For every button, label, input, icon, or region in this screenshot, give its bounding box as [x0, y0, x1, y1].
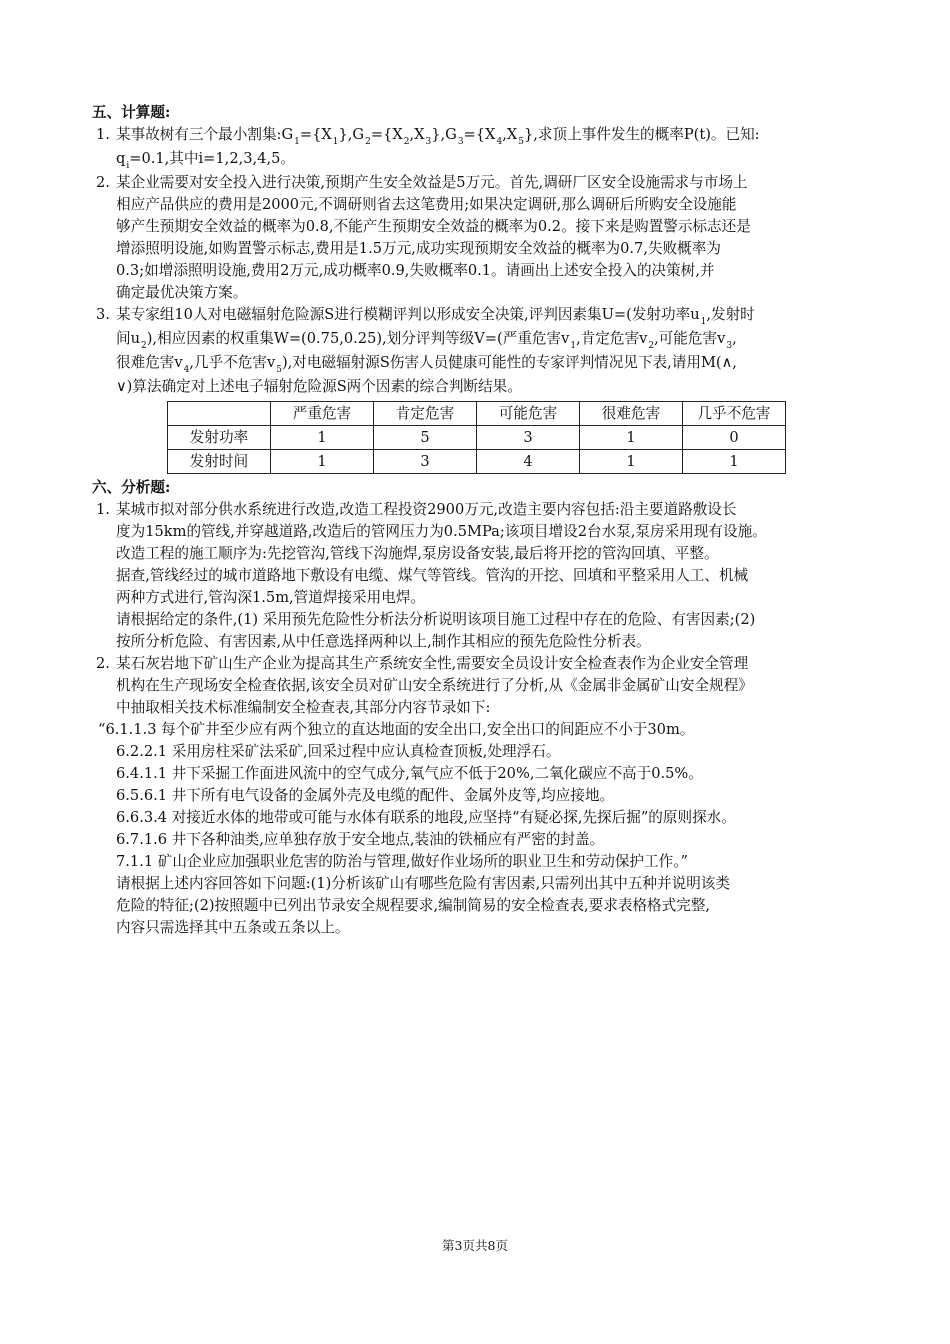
question-line: 机构在生产现场安全检查依据,该安全员对矿山安全系统进行了分析,从《金属非金属矿山安全规程》	[116, 677, 753, 694]
question-line: ∨)算法确定对上述电子辐射危险源S两个因素的综合判断结果。	[116, 378, 522, 395]
question-line: 很难危害$v_4$,几乎不危害$v_5$),对电磁辐射源S伤害人员健康可能性的专家评判情况见下表,请用M(∧,	[116, 354, 737, 375]
question-number: 1.	[96, 501, 110, 518]
table-header-row	[168, 402, 786, 426]
table-header-cell: 严重危害	[271, 402, 374, 426]
table-row-header: 发射功率	[168, 426, 271, 450]
regulation-quote-line: 6.6.3.4 对接近水体的地带或可能与水体有联系的地段,应坚持“有疑必探,先探后掘”的原则探水。	[116, 809, 736, 826]
table-header-cell	[168, 402, 271, 426]
question-line: 某企业需要对安全投入进行决策,预期产生安全效益是5万元。首先,调研厂区安全设施需求与市场上	[116, 174, 748, 191]
question-line: 某事故树有三个最小割集$:G_1=\{X_1\},G_2=\{X_2,X_3\},G_3=\{X_4,X_5\}$,求顶上事件发生的概率P(t)。已知:	[116, 126, 760, 147]
question-line: 某城市拟对部分供水系统进行改造,改造工程投资2900万元,改造主要内容包括:沿主要道路敷设长	[116, 501, 737, 518]
question-number: 2.	[96, 655, 110, 672]
question-line: 某石灰岩地下矿山生产企业为提高其生产系统安全性,需要安全员设计安全检查表作为企业安全管理	[116, 655, 749, 672]
question-line: 两种方式进行,管沟深1.5m,管道焊接采用电焊。	[116, 589, 426, 606]
table-cell: 4	[477, 450, 580, 474]
regulation-quote-line: 6.5.6.1 井下所有电气设备的金属外壳及电缆的配件、金属外皮等,均应接地。	[116, 787, 615, 804]
question-line: 据查,管线经过的城市道路地下敷设有电缆、煤气等管线。管沟的开挖、回填和平整采用人工、机械	[116, 567, 749, 584]
section-title-analysis: 六、分析题:	[92, 479, 171, 496]
question-number: 3.	[96, 306, 110, 323]
table-cell: 1	[580, 426, 683, 450]
table-cell: 1	[683, 450, 786, 474]
question-2	[92, 172, 872, 304]
table-header-cell: 可能危害	[477, 402, 580, 426]
regulation-quote-line: 6.2.2.1 采用房柱采矿法采矿,回采过程中应认真检查顶板,处理浮石。	[116, 743, 561, 760]
regulation-quote-line: 6.7.1.6 井下各种油类,应单独存放于安全地点,装油的铁桶应有严密的封盖。	[116, 831, 605, 848]
expert-evaluation-table	[167, 401, 786, 474]
table-header-cell: 很难危害	[580, 402, 683, 426]
table-row	[168, 426, 786, 450]
regulation-quote-line: “6.1.1.3 每个矿井至少应有两个独立的直达地面的安全出口,安全出口的间距应不小于30m。	[98, 721, 695, 738]
question-line: 按所分析危险、有害因素,从中任意选择两种以上,制作其相应的预先危险性分析表。	[116, 633, 651, 650]
question-line: 0.3;如增添照明设施,费用2万元,成功概率0.9,失败概率0.1。请画出上述安全投入的决策树,并	[116, 262, 715, 279]
question-number: 1.	[96, 126, 110, 143]
question-line: $q_i=0.1$,其中i=1,2,3,4,5。	[116, 150, 295, 171]
question-line: 内容只需选择其中五条或五条以上。	[116, 919, 350, 936]
question-line: 改造工程的施工顺序为:先挖管沟,管线下沟施焊,泵房设备安装,最后将开挖的管沟回填、平整。	[116, 545, 719, 562]
table-header-cell: 几乎不危害	[683, 402, 786, 426]
table-row	[168, 450, 786, 474]
table-cell: 1	[271, 426, 374, 450]
question-line: 间$u_2$),相应因素的权重集W=(0.75,0.25),划分评判等级V=(严重危害$v_1$,肯定危害$v_2$,可能危害$v_3$,	[116, 330, 737, 351]
table-cell: 5	[374, 426, 477, 450]
section-title-calculation: 五、计算题:	[92, 104, 171, 121]
table-header-cell: 肯定危害	[374, 402, 477, 426]
analysis-question-2	[92, 653, 872, 939]
question-line: 请根据上述内容回答如下问题:(1)分析该矿山有哪些危险有害因素,只需列出其中五种并说明该类	[116, 875, 730, 892]
question-line: 某专家组10人对电磁辐射危险源S进行模糊评判以形成安全决策,评判因素集U=(发射功率$u_1$,发射时	[116, 306, 755, 327]
question-line: 确定最优决策方案。	[116, 284, 248, 301]
table-row-header: 发射时间	[168, 450, 271, 474]
table-cell: 1	[580, 450, 683, 474]
page-content	[92, 102, 872, 939]
question-line: 危险的特征;(2)按照题中已列出节录安全规程要求,编制简易的安全检查表,要求表格格式完整,	[116, 897, 711, 914]
question-line: 相应产品供应的费用是2000元,不调研则省去这笔费用;如果决定调研,那么调研后所购安全设施能	[116, 196, 737, 213]
table-cell: 0	[683, 426, 786, 450]
regulation-quote-line: 7.1.1 矿山企业应加强职业危害的防治与管理,做好作业场所的职业卫生和劳动保护工作。”	[116, 853, 688, 870]
question-line: 中抽取相关技术标准编制安全检查表,其部分内容节录如下:	[116, 699, 491, 716]
question-3	[92, 304, 872, 398]
table-cell: 3	[374, 450, 477, 474]
regulation-quote-line: 6.4.1.1 井下采掘工作面进风流中的空气成分,氧气应不低于20%,二氧化碳应不高于0.5%。	[116, 765, 703, 782]
question-line: 请根据给定的条件,(1) 采用预先危险性分析法分析说明该项目施工过程中存在的危险、有害因素;(2)	[116, 611, 756, 628]
table-cell: 1	[271, 450, 374, 474]
question-line: 够产生预期安全效益的概率为0.8,不能产生预期安全效益的概率为0.2。接下来是购置警示标志还是	[116, 218, 751, 235]
page-number: 第3页共8页	[442, 1238, 508, 1253]
question-line: 度为15km的管线,并穿越道路,改造后的管网压力为0.5MPa;该项目增设2台水泵,泵房采用现有设施。	[116, 523, 767, 540]
question-1	[92, 124, 872, 172]
question-number: 2.	[96, 174, 110, 191]
question-line: 增添照明设施,如购置警示标志,费用是1.5万元,成功实现预期安全效益的概率为0.7,失败概率为	[116, 240, 721, 257]
table-cell: 3	[477, 426, 580, 450]
analysis-question-1	[92, 499, 872, 653]
